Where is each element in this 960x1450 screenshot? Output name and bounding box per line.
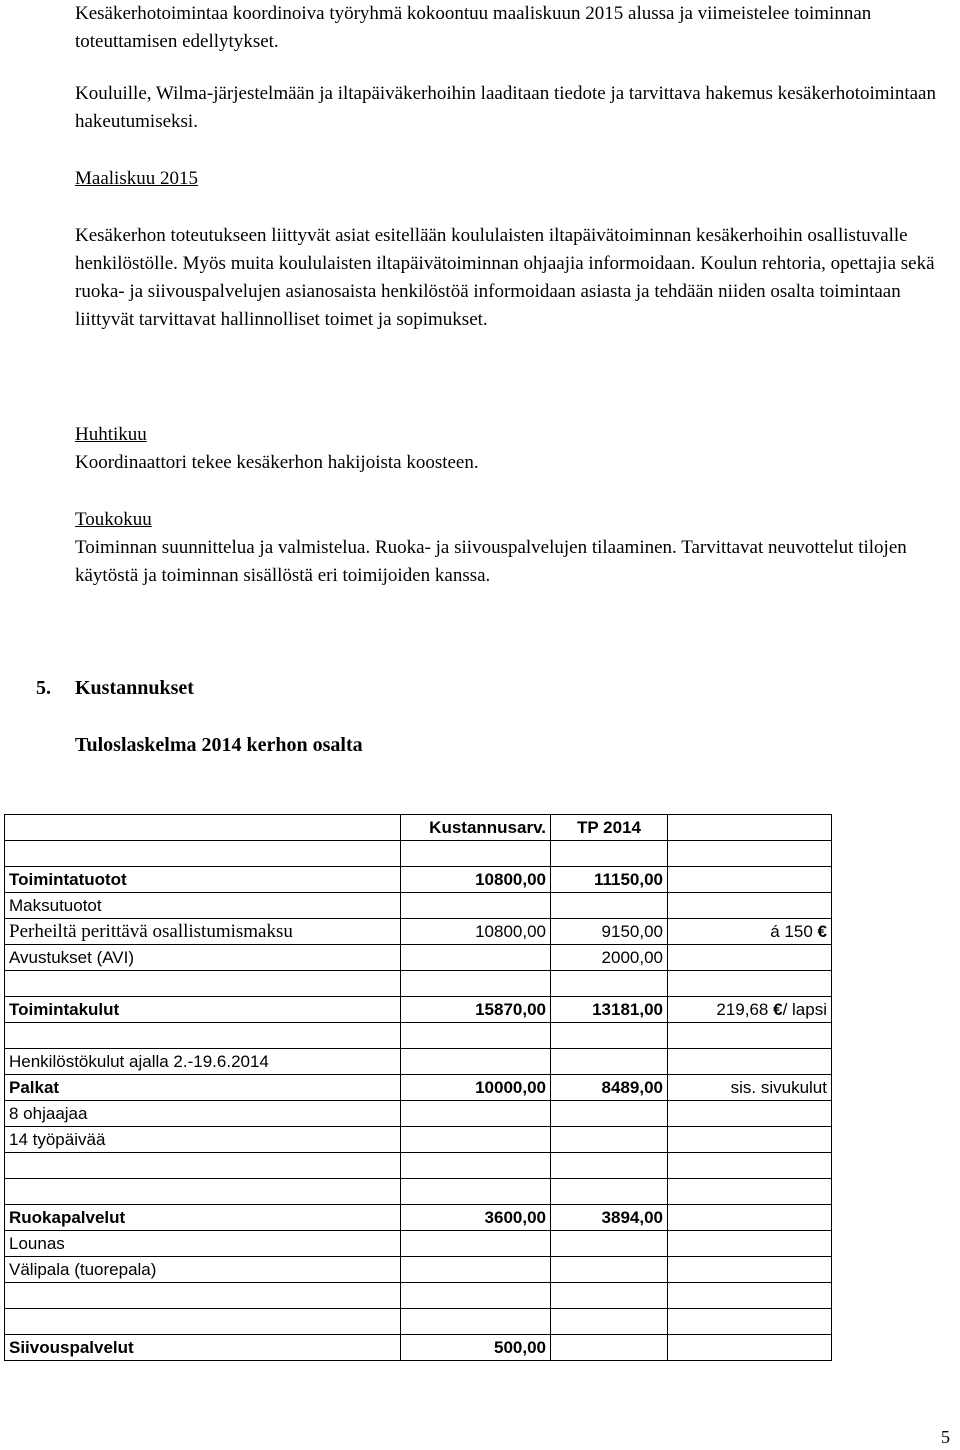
section-subtitle: Tuloslaskelma 2014 kerhon osalta — [75, 734, 363, 756]
cell-budget: 10800,00 — [401, 867, 551, 893]
row-label-avustukset: Avustukset (AVI) — [5, 945, 401, 971]
table-row — [5, 1335, 832, 1361]
table-row — [5, 1179, 832, 1205]
row-label-ohjaajat: 8 ohjaajaa — [5, 1101, 401, 1127]
table-row — [5, 945, 832, 971]
intro-paragraph-2: Kouluille, Wilma-järjestelmään ja iltapäiväkerhoihin laaditaan tiedote ja tarvittava hakemus kesäkerhotoimintaan hakeutumiseksi. — [75, 83, 936, 132]
table-row — [5, 893, 832, 919]
cell-actual: 2000,00 — [551, 945, 668, 971]
table-row — [5, 1205, 832, 1231]
row-label-perheilta: Perheiltä perittävä osallistumismaksu — [5, 919, 401, 945]
euro-icon: € — [817, 921, 827, 941]
may-heading: Toukokuu — [75, 509, 152, 530]
row-label-toimintatuotot: Toimintatuotot — [5, 867, 401, 893]
table-row — [5, 1023, 832, 1049]
may-text: Toiminnan suunnittelua ja valmistelua. Ruoka- ja siivouspalvelujen tilaaminen. Tarvittavat neuvottelut tilojen käytöstä ja toiminnan sisällöstä eri toimijoiden kanssa. — [75, 537, 907, 586]
table-row — [5, 1101, 832, 1127]
note-value: 219,68 — [716, 999, 769, 1019]
table-row — [5, 1049, 832, 1075]
row-label-lounas: Lounas — [5, 1231, 401, 1257]
note-suffix: / lapsi — [782, 999, 827, 1019]
april-text: Koordinaattori tekee kesäkerhon hakijoista koosteen. — [75, 452, 479, 473]
row-label-henkilosto: Henkilöstökulut ajalla 2.-19.6.2014 — [5, 1049, 401, 1075]
table-row — [5, 841, 832, 867]
cell-budget: 10800,00 — [401, 919, 551, 945]
row-label-siivous: Siivouspalvelut — [5, 1335, 401, 1361]
header-budget: Kustannusarv. — [401, 815, 551, 841]
page-number: 5 — [941, 1427, 950, 1447]
table-row — [5, 919, 832, 945]
cell-actual: 9150,00 — [551, 919, 668, 945]
table-row — [5, 1309, 832, 1335]
table-row — [5, 997, 832, 1023]
cell-budget: 15870,00 — [401, 997, 551, 1023]
table-row — [5, 1075, 832, 1101]
cell-note — [668, 919, 832, 945]
row-label-valipala: Välipala (tuorepala) — [5, 1257, 401, 1283]
row-label-palkat: Palkat — [5, 1075, 401, 1101]
table-row — [5, 867, 832, 893]
note-text: á 150 — [770, 921, 813, 941]
table-row — [5, 971, 832, 997]
row-label-maksutuotot: Maksutuotot — [5, 893, 401, 919]
table-row — [5, 1231, 832, 1257]
cell-actual: 11150,00 — [551, 867, 668, 893]
april-heading: Huhtikuu — [75, 424, 147, 445]
cell-actual: 13181,00 — [551, 997, 668, 1023]
table-row — [5, 1127, 832, 1153]
table-header-row — [5, 815, 832, 841]
cell-actual: 8489,00 — [551, 1075, 668, 1101]
section-title: Kustannukset — [75, 677, 194, 699]
march-text: Kesäkerhon toteutukseen liittyvät asiat esitellään koululaisten iltapäivätoiminnan kesäkerhoihin osallistuvalle henkilöstölle. Myös muita koululaisten iltapäivätoiminnan ohjaajia informoidaan. Koulun rehtoria, opettajia sekä ruoka- ja siivouspalvelujen asianosaista henkilöstöä informoidaan asiasta ja tehdään niiden osalta toimintaan liittyvät tarvittavat hallinnolliset toimet ja sopimukset. — [75, 225, 935, 330]
cell-note — [668, 997, 832, 1023]
march-heading: Maaliskuu 2015 — [75, 168, 198, 189]
table-row — [5, 1153, 832, 1179]
cell-budget: 10000,00 — [401, 1075, 551, 1101]
row-label-toimintakulut: Toimintakulut — [5, 997, 401, 1023]
section-number: 5. — [36, 677, 51, 699]
table-row — [5, 1283, 832, 1309]
cell-actual: 3894,00 — [551, 1205, 668, 1231]
row-label-ruoka: Ruokapalvelut — [5, 1205, 401, 1231]
budget-table — [4, 814, 832, 1361]
cell-budget: 3600,00 — [401, 1205, 551, 1231]
euro-icon: € — [773, 999, 783, 1019]
table-row — [5, 1257, 832, 1283]
cell-budget: 500,00 — [401, 1335, 551, 1361]
intro-paragraph-1: Kesäkerhotoimintaa koordinoiva työryhmä kokoontuu maaliskuun 2015 alussa ja viimeistelee toiminnan toteuttamisen edellytykset. — [75, 3, 872, 52]
cell-note: sis. sivukulut — [668, 1075, 832, 1101]
row-label-paivat: 14 työpäivää — [5, 1127, 401, 1153]
header-actual: TP 2014 — [551, 815, 668, 841]
